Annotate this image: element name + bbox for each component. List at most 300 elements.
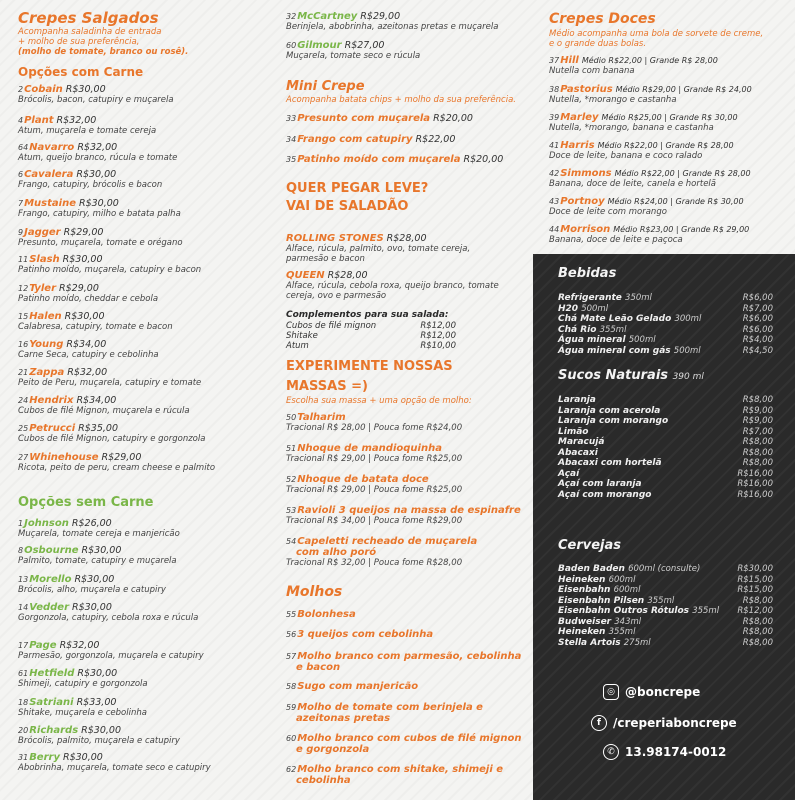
item-number: 44 [549,225,560,234]
molho-name: 3 queijos com cebolinha [297,629,434,640]
massa-item [286,536,526,568]
drink-price: R$8,00 [742,395,773,405]
complemento-name: Atum [286,341,309,351]
item-name: Gilmour [297,40,342,51]
doce-title [549,140,789,151]
drink-row [558,575,773,585]
item-name: Hetfield [29,668,75,679]
doce-sizes: Médio R$22,00 | Grande R$ 28,00 [581,56,718,65]
item-price: R$30,00 [65,84,106,95]
drink-name-wrap [558,293,652,303]
salgados-title: Crepes Salgados [18,9,159,27]
menu-item [286,11,526,32]
item-price: R$32,00 [59,640,100,651]
massa-title [286,443,526,454]
item-name: Morello [29,574,72,585]
doce-name: Harris [560,140,595,151]
item-number: 34 [286,135,297,144]
drink-name: Budweiser [558,616,612,627]
item-number: 55 [286,610,297,619]
massa-item [286,474,526,495]
instagram-icon: ◎ [603,684,619,700]
item-description: Carne Seca, catupiry e cebolinha [18,350,159,360]
item-name: Johnson [24,518,69,529]
item-description: Muçarela, tomate cereja e manjericão [18,529,180,539]
molho-line-1 [286,733,526,744]
menu-item [18,198,273,219]
drink-price: R$7,00 [742,303,773,314]
item-number: 11 [18,255,29,264]
drink-row [558,490,773,500]
menu-item [18,283,273,304]
item-name: McCartney [297,11,358,22]
doce-name: Morrison [560,224,611,235]
item-name: Halen [29,311,62,322]
item-price: R$32,00 [77,142,118,153]
drink-price: R$9,00 [742,416,773,426]
drink-price: R$16,00 [737,468,773,479]
column-middle [286,0,526,800]
drink-name-wrap [558,395,596,405]
item-name: Richards [29,725,79,736]
menu-item-title [18,311,273,322]
molho-item [286,609,526,620]
molho-line-2: e gorgonzola [296,744,370,755]
menu-item-title [18,142,273,153]
drink-row [558,448,773,458]
mini-item [286,113,526,124]
drink-name-wrap [558,638,651,648]
salad-desc-1: Alface, rúcula, cebola roxa, queijo branco, tomate [286,281,499,291]
drink-name: H20 [558,303,579,314]
item-description: Gorgonzola, catupiry, cebola roxa e rúcula [18,613,199,623]
drink-row [558,458,773,468]
drink-name-wrap [558,564,700,574]
menu-item-title [18,697,273,708]
massa-name: Ravioli 3 queijos na massa de espinafre [297,505,521,516]
item-name: Frango com catupiry [297,134,413,145]
drink-name-wrap [558,458,662,468]
drink-name-wrap [558,437,604,447]
doce-sizes: Médio R$29,00 | Grande R$ 24,00 [615,85,752,94]
item-number: 13 [18,575,29,584]
drink-name-wrap [558,448,598,458]
molho-line-1 [286,681,526,692]
item-number: 31 [18,753,29,762]
facebook-link[interactable] [591,715,737,731]
item-number: 8 [18,546,24,555]
item-number: 64 [18,143,29,152]
column-salgados [18,0,273,800]
massa-title [286,536,526,547]
drink-name-wrap [558,585,640,595]
menu-item [18,697,273,718]
salad-name: ROLLING STONES [286,233,384,244]
item-price: R$35,00 [78,423,118,434]
item-price: R$34,00 [76,395,117,406]
item-price: R$30,00 [64,311,105,322]
doce-desc: Nutella, *morango e castanha [549,95,677,105]
item-price: R$20,00 [433,113,473,124]
doces-subtitle-1: Médio acompanha uma bola de sorvete de creme, [549,29,764,39]
item-number: 61 [18,669,29,678]
drink-name-wrap [558,335,656,345]
item-number: 6 [18,170,24,179]
drink-name: Laranja com acerola [558,405,661,416]
drink-name: Açaí com laranja [558,479,642,489]
salgados-subtitle-2: + molho de sua preferência, [18,37,140,47]
item-price: R$32,00 [67,367,108,378]
salad-desc-1: Alface, rúcula, palmito, ovo, tomate cereja, [286,244,471,254]
item-name: Cavalera [24,169,74,180]
massa-name: Talharim [297,412,346,423]
drink-price: R$8,00 [742,595,773,606]
drink-price: R$16,00 [737,479,773,489]
drink-name-wrap [558,346,701,356]
item-number: 60 [286,734,297,743]
menu-item [18,602,273,623]
item-description: Parmesão, gorgonzola, muçarela e catupiry [18,651,204,661]
drink-name: Laranja com morango [558,416,669,426]
sucos-volume: 390 ml [672,372,704,382]
massa-prices: Tracional R$ 32,00 | Pouca fome R$28,00 [286,558,463,568]
item-description: Ricota, peito de peru, cream cheese e palmito [18,463,216,473]
drink-price: R$6,00 [742,324,773,335]
menu-item-title [18,725,273,736]
item-description: Brócolis, palmito, muçarela e catupiry [18,736,180,746]
menu-item [18,254,273,275]
menu-item-title [18,423,273,434]
menu-item-title [18,518,273,529]
massa-name: Nhoque de mandioquinha [297,443,442,454]
item-number: 33 [286,114,297,123]
item-price: R$30,00 [74,574,115,585]
saladao-title-1: QUER PEGAR LEVE? [286,181,429,196]
doce-sizes: Médio R$24,00 | Grande R$ 30,00 [607,197,744,206]
doce-sizes: Médio R$22,00 | Grande R$ 28,00 [614,169,751,178]
item-name: Plant [24,115,54,126]
drink-volume: 275ml [623,637,651,648]
massas-title-1: EXPERIMENTE NOSSAS [286,359,453,374]
item-number: 18 [18,698,29,707]
item-description: Shitake, muçarela e cebolinha [18,708,147,718]
drink-price: R$7,00 [742,426,773,437]
item-number: 39 [549,113,560,122]
item-name: Osbourne [24,545,79,556]
item-description: Atum, muçarela e tomate cereja [18,126,157,136]
drink-row [558,304,773,314]
doces-subtitle-2: e o grande duas bolas. [549,39,647,49]
drink-row [558,325,773,335]
menu-item-title [18,169,273,180]
complemento-price: R$12,00 [420,321,456,331]
item-name: Patinho moído com muçarela [297,154,461,165]
doce-name: Simmons [560,168,612,179]
menu-item [18,395,273,416]
menu-item [18,339,273,360]
drink-price: R$6,00 [742,314,773,324]
drink-name: Heineken [558,627,606,637]
massas-subtitle: Escolha sua massa + uma opção de molho: [286,396,472,406]
mini-item [286,154,526,165]
drink-row [558,638,773,648]
item-name: Cobain [24,84,63,95]
salgados-subtitle-1: Acompanha saladinha de entrada [18,27,162,37]
item-number: 7 [18,199,24,208]
drink-name: Refrigerante [558,293,622,303]
menu-item-title [18,84,273,95]
drink-price: R$15,00 [737,574,773,585]
item-number: 50 [286,413,297,422]
menu-item-title [286,11,526,22]
drink-row [558,469,773,479]
molho-item [286,651,526,673]
sucos-title-text: Sucos Naturais [558,368,669,383]
item-description: Atum, queijo branco, rúcula e tomate [18,153,178,163]
item-name: Navarro [29,142,75,153]
menu-item-title [18,452,273,463]
drink-name: Água mineral [558,335,626,345]
drink-name: Água mineral com gás [558,345,671,356]
drink-name-wrap [558,575,635,585]
item-number: 20 [18,726,29,735]
menu-item-title [18,367,273,378]
item-number: 41 [549,141,560,150]
menu-item [18,668,273,689]
doce-desc: Nutella, *morango, banana e castanha [549,123,714,133]
drink-name-wrap [558,627,635,637]
drink-name-wrap [558,325,626,335]
massa-prices: Tracional R$ 29,00 | Pouca fome R$25,00 [286,454,463,464]
menu-item-title [18,283,273,294]
item-price: R$20,00 [463,154,504,165]
item-description: Brócolis, alho, muçarela e catupiry [18,585,166,595]
doce-name: Portnoy [560,196,605,207]
menu-item [18,452,273,473]
item-number: 16 [18,340,29,349]
mini-item [286,134,526,145]
item-price: R$34,00 [66,339,107,350]
drink-volume: 350ml [625,293,652,303]
item-name: Tyler [29,283,57,294]
item-name: Satriani [29,697,74,708]
drink-volume: 355ml [608,627,636,637]
item-name: Young [29,339,64,350]
whatsapp-link[interactable] [603,744,726,760]
molho-item [286,764,526,786]
massa-title [286,412,526,423]
molho-name: Molho de tomate com berinjela e [297,702,483,713]
item-price: R$30,00 [78,198,119,209]
item-name: Jagger [24,227,61,238]
item-number: 24 [18,396,29,405]
menu-item-title [18,115,273,126]
item-description: Cubos de filé Mignon, catupiry e gorgonzola [18,434,206,444]
item-description: Shimeji, catupiry e gorgonzola [18,679,148,689]
drink-row [558,564,773,574]
menu-item [18,84,273,105]
com-carne-title: Opções com Carne [18,65,144,79]
salad-title [286,233,526,244]
doce-name: Pastorius [560,84,613,95]
drink-row [558,427,773,437]
item-name: Hendrix [29,395,74,406]
item-price: R$29,00 [59,283,99,294]
drink-name-wrap [558,490,651,500]
molho-line-1 [286,629,526,640]
item-number: 1 [18,519,24,528]
item-number: 43 [549,197,560,206]
drink-row [558,293,773,303]
drink-name-wrap [558,469,579,479]
molho-line-1 [286,651,526,662]
molho-item [286,629,526,640]
item-description: Patinho moído, cheddar e cebola [18,294,159,304]
molho-name: Bolonhesa [297,609,356,620]
drink-volume: 343ml [614,616,642,627]
drink-volume: 500ml [673,345,701,356]
drink-row [558,627,773,637]
item-description: Presunto, muçarela, tomate e orégano [18,238,183,248]
menu-item [18,725,273,746]
menu-item-title [18,198,273,209]
item-number: 15 [18,312,29,321]
item-price: R$26,00 [71,518,112,529]
massa-item [286,412,526,433]
doce-sizes: Médio R$25,00 | Grande R$ 30,00 [601,113,738,122]
menu-item-title [18,227,273,238]
molho-name: Molho branco com parmesão, cebolinha [297,651,522,662]
menu-item [18,518,273,539]
drink-name: Eisenbahn [558,585,611,595]
doce-name: Hill [560,55,579,66]
doce-title [549,168,789,179]
menu-item [18,423,273,444]
item-number: 42 [549,169,560,178]
complementos-title: Complementos para sua salada: [286,310,449,320]
menu-item [18,115,273,136]
menu-item [18,142,273,163]
drink-name: Eisenbahn Pilsen [558,595,645,606]
drink-price: R$8,00 [742,616,773,627]
salad-name: QUEEN [286,270,325,281]
molho-line-1 [286,764,526,775]
drink-volume: 500ml [581,303,609,314]
drink-name-wrap [558,427,588,437]
doce-item [549,55,789,76]
drink-volume: 600ml (consulte) [628,564,701,574]
complemento-row [286,331,456,341]
drink-name-wrap [558,479,642,489]
doce-title [549,84,789,95]
molho-line-1 [286,702,526,713]
massa-item [286,443,526,464]
menu-item [18,574,273,595]
menu-item [18,227,273,248]
item-description: Frango, catupiry, brócolis e bacon [18,180,163,190]
drink-price: R$30,00 [737,564,773,574]
complemento-row [286,341,456,351]
item-name: Slash [29,254,60,265]
drink-name: Chá Rio [558,324,597,335]
drink-name-wrap [558,596,674,606]
item-description: Patinho moído, muçarela, catupiry e bacon [18,265,202,275]
instagram-link[interactable] [603,684,700,700]
item-description: Brócolis, bacon, catupiry e muçarela [18,95,174,105]
massa-prices: Tracional R$ 34,00 | Pouca fome R$29,00 [286,516,463,526]
drink-row [558,346,773,356]
molho-name: Molho branco com shitake, shimeji e [297,764,504,775]
massa-prices: Tracional R$ 28,00 | Pouca fome R$24,00 [286,423,463,433]
complemento-price: R$10,00 [420,341,456,351]
doce-title [549,224,789,235]
item-price: R$29,00 [360,11,401,22]
item-description: Muçarela, tomate seco e rúcula [286,51,421,61]
doce-item [549,112,789,133]
drink-price: R$4,00 [742,335,773,345]
item-description: Cubos de filé Mignon, muçarela e rúcula [18,406,190,416]
massas-title-2: MASSAS =) [286,379,368,394]
doce-title [549,196,789,207]
menu-item-title [18,602,273,613]
item-name: Mustaine [24,198,76,209]
drink-name: Maracujá [558,437,605,447]
item-price: R$30,00 [81,545,122,556]
item-number: 38 [549,85,560,94]
menu-item-title [18,752,273,763]
drink-name: Stella Artois [558,637,621,648]
massa-name-line2: com alho poró [296,547,377,558]
item-number: 60 [286,41,297,50]
column-doces [549,0,789,250]
drink-row [558,437,773,447]
menu-item [18,640,273,661]
drink-price: R$12,00 [737,606,773,616]
drink-row [558,395,773,405]
massa-title [286,505,526,516]
massa-name: Capeletti recheado de muçarela [297,536,478,547]
salad-item [286,270,526,301]
menu-item [286,40,526,61]
item-number: 2 [18,85,24,94]
facebook-icon: f [591,715,607,731]
item-number: 52 [286,475,297,484]
drink-price: R$8,00 [742,447,773,458]
molhos-title: Molhos [286,584,343,600]
massa-item [286,505,526,526]
drink-name-wrap [558,617,641,627]
doce-desc: Doce de leite, banana e coco ralado [549,151,703,161]
item-name: Presunto com muçarela [297,113,431,124]
item-name: Whinehouse [29,452,99,463]
drink-price: R$16,00 [737,489,773,500]
menu-item-title [18,574,273,585]
menu-item [18,367,273,388]
salad-desc-2: cereja, ovo e parmesão [286,291,387,301]
drink-row [558,314,773,324]
drink-name: Abacaxi [558,447,598,458]
item-number: 59 [286,703,297,712]
molho-line-2: azeitonas pretas [296,713,391,724]
doce-desc: Banana, doce de leite e paçoca [549,235,683,245]
item-price: R$30,00 [72,602,112,613]
drink-price: R$8,00 [742,627,773,637]
drink-row [558,585,773,595]
drink-name: Laranja [558,395,596,405]
sucos-title [558,368,704,383]
item-number: 62 [286,765,297,774]
drink-price: R$15,00 [737,585,773,595]
